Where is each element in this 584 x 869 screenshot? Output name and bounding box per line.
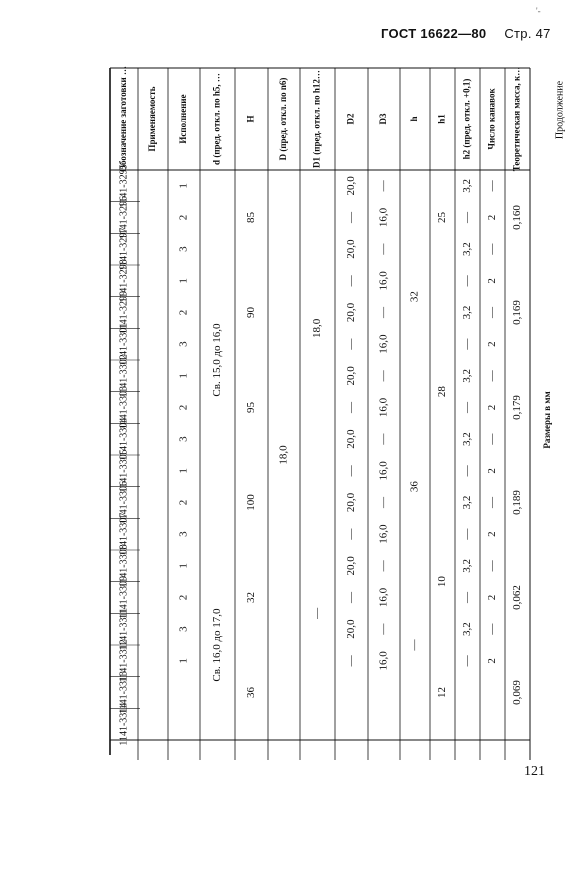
row-exec-0: 1 [177,183,190,189]
column-header-10: h1 [436,114,447,124]
row-D2-0: 20,0 [345,176,358,196]
row-code-10: 1141-3306 [118,481,130,524]
merged-D: 18,0 [277,445,290,465]
row-code-17: 1141-3314 [118,702,130,746]
row-D2-15: — [345,655,358,667]
row-code-3: 1141-3298 [118,259,130,303]
row-code-1: 1141-3296 [118,196,130,239]
row-groove-8: — [486,433,499,445]
row-h2-15: — [461,655,474,667]
merged-mass-1: 0,169 [511,300,524,325]
row-D2-5: — [345,338,358,350]
row-exec-4: 2 [177,309,190,316]
merged-mass-3: 0,189 [511,490,524,515]
merged-h1-0: 25 [436,212,449,223]
row-exec-13: 2 [177,594,190,601]
row-exec-11: 3 [177,531,190,537]
row-code-4: 1141-3299 [118,291,130,334]
row-D3-9: 16,0 [377,461,390,481]
merged-H-4: 32 [245,592,258,603]
row-exec-5: 3 [177,341,190,347]
merged-h1-1: 28 [436,386,449,398]
page-number: 121 [524,764,545,779]
row-D3-11: 16,0 [377,524,390,544]
column-header-6: D1 (пред. откл. по h12… [311,70,322,168]
merged-D1: 18,0 [311,318,324,338]
row-groove-7: 2 [486,404,499,411]
column-header-8: D3 [378,113,389,125]
row-D3-10: — [377,497,390,508]
row-exec-15: 1 [177,658,190,664]
dimensions-caption: Размеры в мм [542,391,553,449]
row-exec-6: 1 [177,373,190,379]
row-exec-14: 3 [177,626,190,632]
row-groove-12: — [486,560,499,572]
row-groove-4: — [486,307,499,318]
merged-d2: Св. 16,0 до 17,0 [211,608,224,682]
merged-H-2: 95 [245,402,258,413]
row-D2-4: 20,0 [345,302,358,323]
row-h2-11: — [461,528,474,540]
row-D2-12: 20,0 [345,556,358,576]
row-code-16: 1141-3313 [118,671,130,714]
column-header-11: h2 (пред. откл. +0,1) [461,78,472,160]
row-code-6: 1141-3302 [118,354,130,398]
column-header-7: D2 [345,113,356,125]
row-D2-3: — [345,275,358,287]
row-exec-10: 2 [177,499,190,506]
row-D3-4: — [377,307,390,318]
row-groove-0: — [486,180,499,192]
row-h2-4: 3,2 [461,305,474,320]
row-h2-9: — [461,465,474,477]
row-groove-1: 2 [486,214,499,221]
row-D2-7: — [345,402,358,413]
row-groove-11: 2 [486,531,499,537]
row-groove-6: — [486,370,499,382]
row-D3-12: — [377,560,390,572]
merged-H-1: 90 [245,307,258,318]
merged-h-1: 36 [408,481,421,493]
standard-title: ГОСТ 16622—80 [381,26,487,41]
column-header-9: h [409,116,420,122]
row-D3-6: — [377,370,390,382]
merged-h1-3: 12 [436,687,449,698]
row-groove-13: 2 [486,594,499,601]
row-groove-5: 2 [486,341,499,347]
row-code-0: 1141-3295 [118,164,130,208]
row-D2-9: — [345,465,358,477]
row-h2-2: 3,2 [461,242,474,257]
row-groove-15: 2 [486,658,499,664]
column-header-5: D (пред. откл. по n6) [278,77,289,161]
merged-mass-5: 0,069 [511,680,524,705]
column-header-4: H [245,115,256,123]
row-D2-6: 20,0 [345,366,358,386]
column-header-13: Теоретическая масса, к… [511,66,522,172]
row-D3-2: — [377,243,390,255]
row-D3-3: 16,0 [377,271,390,291]
corner-marks: '- [536,6,541,16]
row-groove-3: 2 [486,278,499,284]
row-exec-7: 2 [177,404,190,411]
row-exec-9: 1 [177,468,190,474]
merged-h-2: — [408,639,421,651]
page-label: Стр. 47 [504,26,551,41]
column-header-1: Применяемость [147,86,158,152]
row-D2-14: 20,0 [345,619,358,639]
merged-mass-4: 0,062 [511,585,524,610]
merged-H-3: 100 [245,494,258,511]
row-D3-1: 16,0 [377,207,390,228]
row-D2-11: — [345,528,358,540]
merged-H-5: 36 [245,687,258,698]
row-code-5: 1141-3301 [118,322,130,366]
row-D3-14: — [377,623,390,635]
merged-h-0: 32 [408,291,421,303]
row-exec-12: 1 [177,563,190,569]
row-groove-14: — [486,623,499,635]
row-h2-1: — [461,212,474,223]
row-code-13: 1141-3309 [118,576,130,619]
row-exec-8: 3 [177,436,190,442]
row-h2-13: — [461,592,474,603]
row-code-2: 1141-3297 [118,227,130,271]
merged-D1-dash: — [311,607,324,619]
row-D2-1: — [345,212,358,223]
row-exec-3: 1 [177,278,190,284]
table-cells [118,66,565,746]
row-h2-6: 3,2 [461,368,474,383]
row-groove-2: — [486,243,499,255]
row-h2-8: 3,2 [461,432,474,447]
row-code-11: 1141-3307 [118,512,130,556]
row-groove-10: — [486,497,499,508]
row-D3-5: 16,0 [377,334,390,354]
continuation-label: Продолжение [554,80,566,140]
row-code-14: 1141-3311 [118,607,130,651]
row-h2-10: 3,2 [461,495,474,510]
column-header-12: Число канавок [486,88,497,150]
row-D2-10: 20,0 [345,492,358,513]
row-h2-5: — [461,338,474,350]
merged-h1-2: 10 [436,576,449,588]
row-h2-14: 3,2 [461,622,474,637]
row-D3-15: 16,0 [377,651,390,671]
row-code-8: 1141-3304 [118,417,130,461]
row-h2-3: — [461,275,474,287]
row-code-12: 1141-3308 [118,544,130,588]
row-h2-0: 3,2 [461,178,474,193]
row-D3-13: 16,0 [377,587,390,608]
column-header-2: Исполнение [178,94,189,144]
row-groove-9: 2 [486,468,499,474]
merged-H-0: 85 [245,212,258,223]
row-exec-1: 2 [177,214,190,221]
row-D2-2: 20,0 [345,239,358,259]
row-D3-7: 16,0 [377,397,390,418]
row-code-15: 1141-3312 [118,639,130,683]
row-D2-8: 20,0 [345,429,358,449]
row-D3-8: — [377,433,390,445]
row-h2-12: 3,2 [461,558,474,573]
row-D3-0: — [377,180,390,192]
row-code-9: 1141-3305 [118,449,130,493]
row-D2-13: — [345,592,358,603]
row-exec-2: 3 [177,246,190,252]
row-code-7: 1141-3303 [118,386,130,429]
merged-d1: Св. 15,0 до 16,0 [211,323,224,397]
merged-mass-2: 0,179 [511,395,524,420]
row-h2-7: — [461,402,474,413]
column-header-0: Обозначение заготовки … [118,66,129,172]
column-header-3: d (пред. откл. по h5, … [211,73,222,165]
merged-mass-0: 0,160 [511,205,524,230]
